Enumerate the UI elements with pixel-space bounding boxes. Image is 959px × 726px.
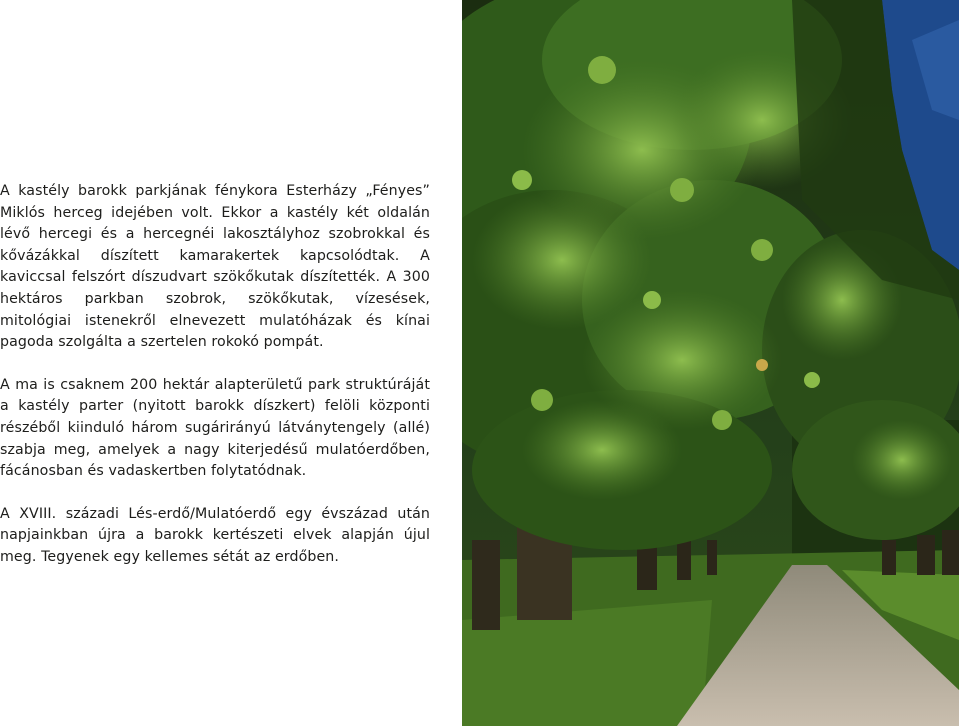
chestnut-alley-photo bbox=[462, 0, 959, 726]
article-text bbox=[0, 181, 430, 590]
paragraph-2: A ma is csaknem 200 hektár alapterületű park struktúráját a kastély parter (nyitott barokk díszkert) felöli központi részéből kiinduló három sugárirányú látványtengely (allé) szabja meg, amelyek a nagy kiterjedésű mulatóerdőben, fácánosban és vadaskertben folytatódnak. bbox=[0, 376, 430, 480]
tree-alley-illustration bbox=[462, 0, 959, 726]
paragraph-3: A XVIII. századi Lés-erdő/Mulatóerdő egy évszázad után napjainkban újra a barokk kertészeti elvek alapján újul meg. Tegyenek egy kellemes sétát az erdőben. bbox=[0, 505, 430, 565]
paragraph-1: A kastély barokk parkjának fénykora Esterházy „Fényes” Miklós herceg idejében volt. Ekkor a kastély két oldalán lévő hercegi és a hercegnéi lakosztályhoz szobrokkal és kővázákkal díszített kamarakertek kapcsolódtak. A kaviccsal felszórt díszudvart szökőkutak díszítették. A 300 hektáros parkban szobrok, szökőkutak, vízesések, mitológiai istenekről elnevezett mulatóházak és kínai pagoda szolgálta a szertelen rokokó pompát. bbox=[0, 183, 430, 351]
